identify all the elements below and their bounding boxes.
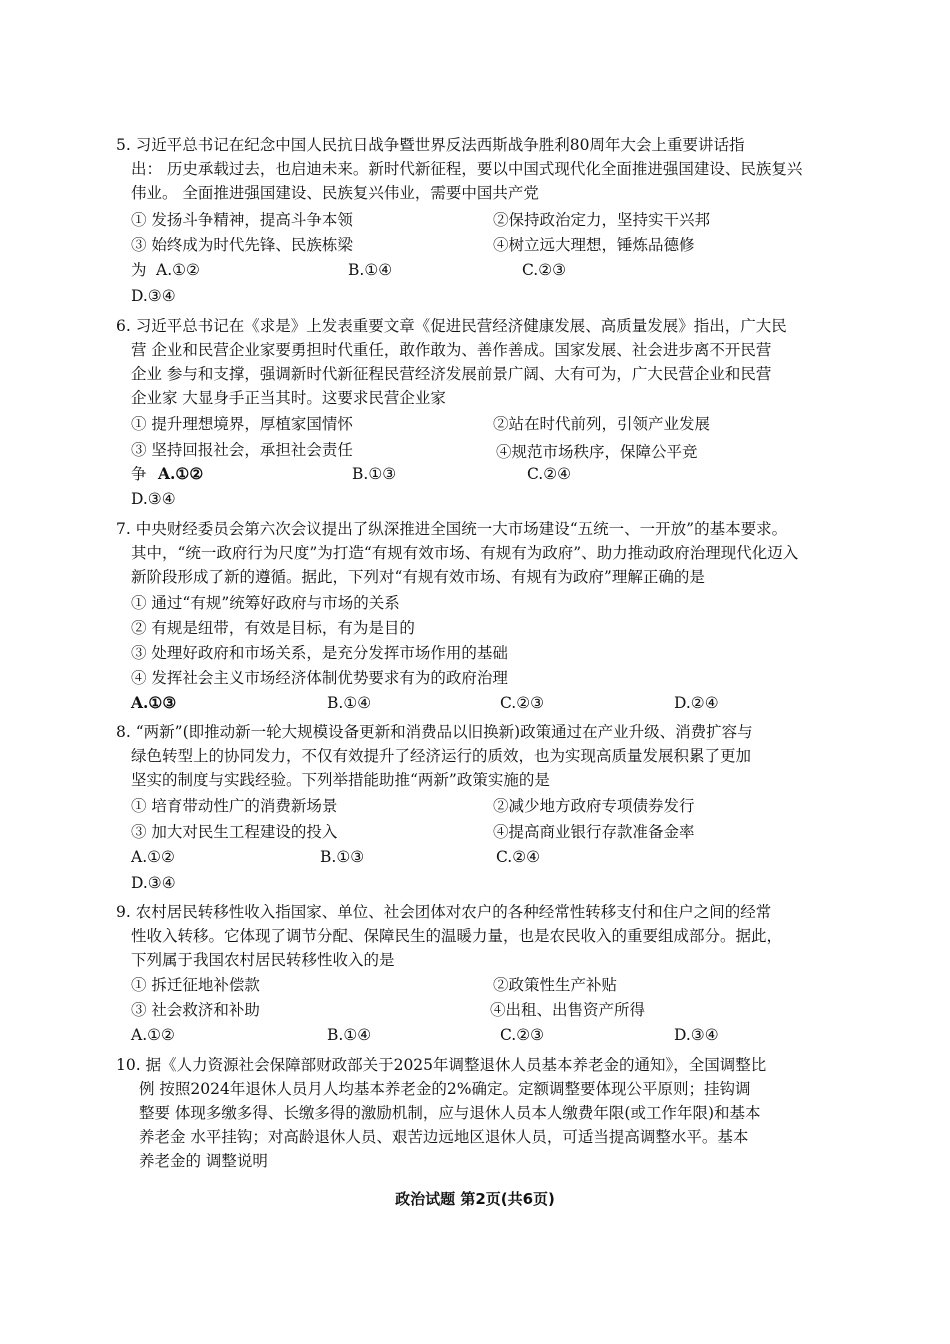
q7-item-2: ② 有规是纽带，有效是目标，有为是目的 xyxy=(131,619,415,637)
q6-line-2: 营 企业和民营企业家要勇担时代重任，敢作敢为、善作善成。国家发展、社会进步离不开民营 xyxy=(131,341,772,359)
q7-item-1: ① 通过“有规”统筹好政府与市场的关系 xyxy=(131,594,400,612)
q6-item-4: ④规范市场秩序，保障公平竞 xyxy=(496,443,698,461)
q9-choice-d: D.③④ xyxy=(674,1026,719,1044)
page-footer: 政治试题 第2页(共6页) xyxy=(395,1190,555,1208)
q8-item-4: ④提高商业银行存款准备金率 xyxy=(493,823,695,841)
q7-choice-a: A.①③ xyxy=(131,693,177,712)
q8-line-1: 8. “两新”(即推动新一轮大规模设备更新和消费品以旧换新)政策通过在产业升级、消费扩容与 xyxy=(116,723,753,741)
q6-item-3: ③ 坚持回报社会，承担社会责任 xyxy=(131,441,353,459)
q7-line-1: 7. 中央财经委员会第六次会议提出了纵深推进全国统一大市场建设“五统一、一开放”的基本要求。 xyxy=(116,520,788,538)
q8-choice-b: B.①③ xyxy=(320,848,365,866)
q10-line-2: 例 按照2024年退休人员月人均基本养老金的2%确定。定额调整要体现公平原则；挂钩调 xyxy=(139,1080,751,1098)
q6-line-4: 企业家 大显身手正当其时。这要求民营企业家 xyxy=(131,389,446,407)
q10-line-5: 养老金的 调整说明 xyxy=(139,1152,268,1170)
q5-line-3: 伟业。 全面推进强国建设、民族复兴伟业，需要中国共产党 xyxy=(131,184,539,202)
q9-item-4: ④出租、出售资产所得 xyxy=(490,1001,646,1019)
q6-line-3: 企业 参与和支撑，强调新时代新征程民营经济发展前景广阔、大有可为，广大民营企业和民营 xyxy=(131,365,772,383)
q8-line-3: 坚实的制度与实践经验。下列举措能助推“两新”政策实施的是 xyxy=(131,771,550,789)
q8-item-1: ① 培育带动性广的消费新场景 xyxy=(131,797,338,815)
q9-item-1: ① 拆迁征地补偿款 xyxy=(131,976,260,994)
q5-item-2: ②保持政治定力，坚持实干兴邦 xyxy=(493,211,711,229)
q5-wrap-char: 为 xyxy=(131,261,147,279)
q9-line-2: 性收入转移。它体现了调节分配、保障民生的温暖力量，也是农民收入的重要组成部分。据此， xyxy=(131,927,783,945)
q6-choice-c: C.②④ xyxy=(527,465,572,483)
q7-line-2: 其中，“统一政府行为尺度”为打造“有规有效市场、有规有为政府”、助力推动政府治理现代化迈入 xyxy=(131,544,799,562)
q5-item-4: ④树立远大理想，锤炼品德修 xyxy=(493,236,695,254)
q7-item-4: ④ 发挥社会主义市场经济体制优势要求有为的政府治理 xyxy=(131,669,508,687)
q9-line-3: 下列属于我国农村居民转移性收入的是 xyxy=(131,951,395,969)
q7-choice-c: C.②③ xyxy=(500,694,545,712)
q5-item-1: ① 发扬斗争精神，提高斗争本领 xyxy=(131,211,353,229)
q9-choice-a: A.①② xyxy=(131,1026,175,1044)
q9-choice-b: B.①④ xyxy=(327,1026,372,1044)
q8-choice-c: C.②④ xyxy=(496,848,541,866)
q6-line-1: 6. 习近平总书记在《求是》上发表重要文章《促进民营经济健康发展、高质量发展》指出，广大民 xyxy=(116,317,787,335)
q6-item-2: ②站在时代前列，引领产业发展 xyxy=(493,415,711,433)
q7-choice-d: D.②④ xyxy=(674,694,719,712)
q6-item-1: ① 提升理想境界，厚植家国情怀 xyxy=(131,415,353,433)
q6-choice-a: A.①② xyxy=(158,464,204,483)
q9-choice-c: C.②③ xyxy=(500,1026,545,1044)
q5-line-2: 出： 历史承载过去，也启迪未来。新时代新征程，要以中国式现代化全面推进强国建设、民族复兴 xyxy=(131,160,803,178)
q5-item-3: ③ 始终成为时代先锋、民族栋梁 xyxy=(131,236,353,254)
q8-item-3: ③ 加大对民生工程建设的投入 xyxy=(131,823,338,841)
q8-item-2: ②减少地方政府专项债券发行 xyxy=(493,797,695,815)
q7-line-3: 新阶段形成了新的遵循。据此，下列对“有规有效市场、有规有为政府”理解正确的是 xyxy=(131,568,705,586)
q6-choice-d: D.③④ xyxy=(131,490,176,508)
q10-line-4: 养老金 水平挂钩；对高龄退休人员、艰苦边远地区退休人员，可适当提高调整水平。基本 xyxy=(139,1128,749,1146)
q7-item-3: ③ 处理好政府和市场关系，是充分发挥市场作用的基础 xyxy=(131,644,508,662)
q6-choice-b: B.①③ xyxy=(352,465,397,483)
q8-choice-a: A.①② xyxy=(131,848,175,866)
q5-choice-d: D.③④ xyxy=(131,287,176,305)
q5-choice-b: B.①④ xyxy=(348,261,393,279)
q10-line-3: 整要 体现多缴多得、长缴多得的激励机制，应与退休人员本人缴费年限(或工作年限)和基本 xyxy=(139,1104,761,1122)
q6-wrap-char: 争 xyxy=(131,465,147,483)
q8-choice-d: D.③④ xyxy=(131,874,176,892)
q5-line-1: 5. 习近平总书记在纪念中国人民抗日战争暨世界反法西斯战争胜利80周年大会上重要讲话指 xyxy=(116,136,745,154)
q9-item-3: ③ 社会救济和补助 xyxy=(131,1001,260,1019)
q7-choice-b: B.①④ xyxy=(327,694,372,712)
q8-line-2: 绿色转型上的协同发力，不仅有效提升了经济运行的质效，也为实现高质量发展积累了更加 xyxy=(131,747,752,765)
q9-item-2: ②政策性生产补贴 xyxy=(493,976,618,994)
q10-line-1: 10. 据《人力资源社会保障部财政部关于2025年调整退休人员基本养老金的通知》，全国调整比 xyxy=(116,1056,767,1074)
q9-line-1: 9. 农村居民转移性收入指国家、单位、社会团体对农户的各种经常性转移支付和住户之间的经常 xyxy=(116,903,772,921)
q5-choice-a: A.①② xyxy=(156,261,200,279)
q5-choice-c: C.②③ xyxy=(522,261,567,279)
